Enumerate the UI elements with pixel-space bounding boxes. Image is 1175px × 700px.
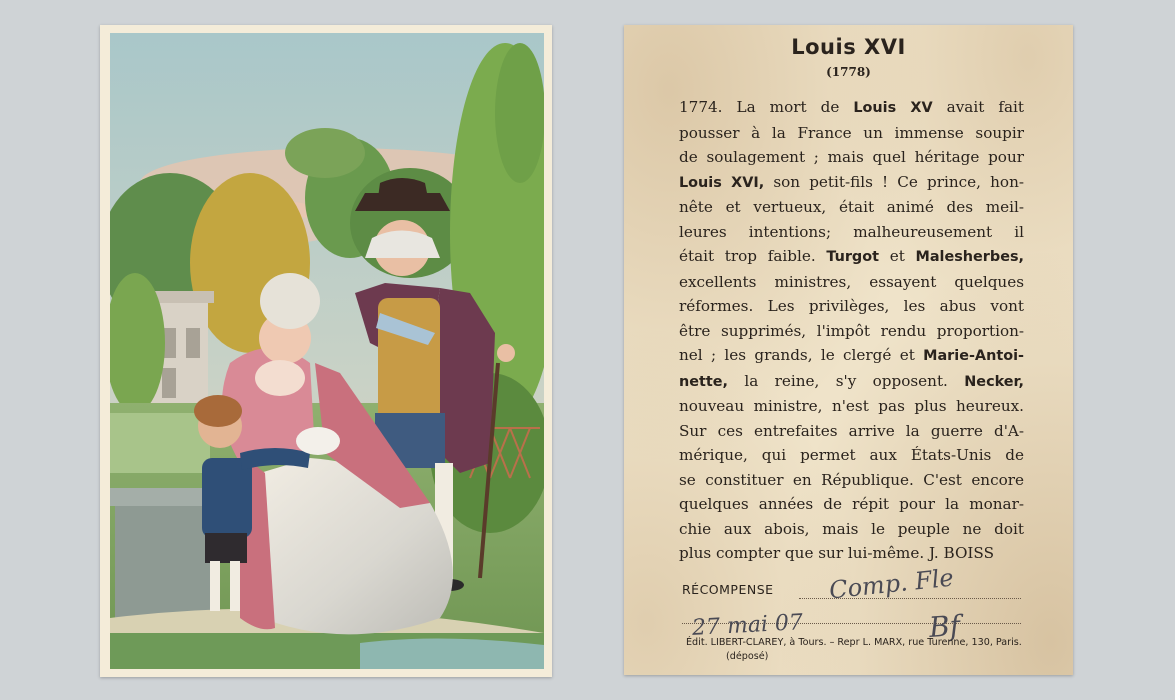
text-segment: leures intentions; malheureusement il bbox=[679, 222, 1024, 241]
card-back bbox=[624, 25, 1073, 675]
card-year: (1778) bbox=[826, 65, 871, 79]
text-segment: avait fait bbox=[932, 98, 1024, 116]
text-segment: était trop faible. bbox=[679, 247, 827, 265]
text-segment: mérique, qui permet aux États-Unis de bbox=[679, 446, 1024, 464]
text-line bbox=[679, 468, 1024, 493]
text-segment: Sur ces entrefaites arrive la guerre d'A- bbox=[679, 421, 1024, 440]
handwritten-award: Comp. Fle bbox=[827, 563, 955, 605]
text-line bbox=[679, 95, 1024, 121]
text-line bbox=[679, 419, 1024, 444]
card-body-text bbox=[679, 95, 1024, 566]
text-segment: quelques années de répit pour la monar- bbox=[679, 495, 1024, 513]
card-title: Louis XVI bbox=[791, 35, 906, 59]
text-segment: excellents ministres, essayent quelques bbox=[679, 272, 1024, 291]
text-line bbox=[679, 443, 1024, 468]
text-segment: nête et vertueux, était animé des meil- bbox=[679, 198, 1024, 216]
bold-name: Turgot bbox=[826, 249, 880, 265]
text-segment: être supprimés, l'impôt rendu proportion- bbox=[679, 321, 1024, 340]
text-segment: réformes. Les privilèges, les abus vont bbox=[679, 297, 1024, 315]
family-scene-illustration bbox=[110, 33, 544, 669]
bold-name: Necker, bbox=[964, 373, 1024, 390]
bold-name: Louis XVI, bbox=[679, 174, 765, 191]
text-segment: pousser à la France un immense soupir bbox=[679, 123, 1024, 142]
text-segment: de soulagement ; mais quel héritage pour bbox=[679, 148, 1024, 166]
text-line bbox=[679, 394, 1024, 419]
bold-name: Marie-Antoi- bbox=[923, 348, 1024, 364]
text-segment: la reine, s'y opposent. bbox=[728, 371, 965, 390]
text-segment: et bbox=[879, 247, 916, 265]
text-line bbox=[679, 220, 1024, 245]
handwritten-initials: Bf bbox=[927, 608, 962, 645]
bold-name: nette, bbox=[679, 373, 728, 390]
text-line bbox=[679, 517, 1024, 542]
text-segment: chie aux abois, mais le peuple ne doit bbox=[679, 519, 1024, 538]
bold-name: Malesherbes, bbox=[915, 249, 1024, 265]
text-segment: plus compter que sur lui-même. J. BOISS bbox=[679, 544, 994, 562]
text-segment: son petit-fils ! Ce prince, hon- bbox=[764, 172, 1024, 191]
text-line bbox=[679, 369, 1024, 395]
text-line bbox=[679, 294, 1024, 319]
text-line bbox=[679, 244, 1024, 270]
handwritten-date: 27 mai 07 bbox=[691, 610, 804, 641]
text-segment: 1774. La mort de bbox=[679, 98, 854, 116]
text-line bbox=[679, 492, 1024, 517]
text-segment: nouveau ministre, n'est pas plus heureux. bbox=[679, 397, 1024, 415]
text-line bbox=[679, 145, 1024, 170]
text-line bbox=[679, 121, 1024, 146]
imprint-line-1: Édit. LIBERT-CLAREY, à Tours. – Repr L. MARX, rue Turenne, 130, Paris. bbox=[686, 637, 1022, 648]
recompense-label: RÉCOMPENSE bbox=[682, 582, 774, 597]
text-line bbox=[679, 195, 1024, 220]
text-line bbox=[679, 343, 1024, 369]
text-line bbox=[679, 170, 1024, 196]
imprint-line-2: (déposé) bbox=[726, 651, 769, 662]
text-line bbox=[679, 270, 1024, 295]
text-segment: se constituer en République. C'est encore bbox=[679, 470, 1024, 489]
text-line bbox=[679, 319, 1024, 344]
text-segment: nel ; les grands, le clergé et bbox=[679, 346, 924, 364]
text-line bbox=[679, 541, 1024, 566]
bold-name: Louis XV bbox=[853, 100, 933, 116]
card-front bbox=[100, 25, 552, 677]
publisher-imprint bbox=[686, 637, 1026, 662]
